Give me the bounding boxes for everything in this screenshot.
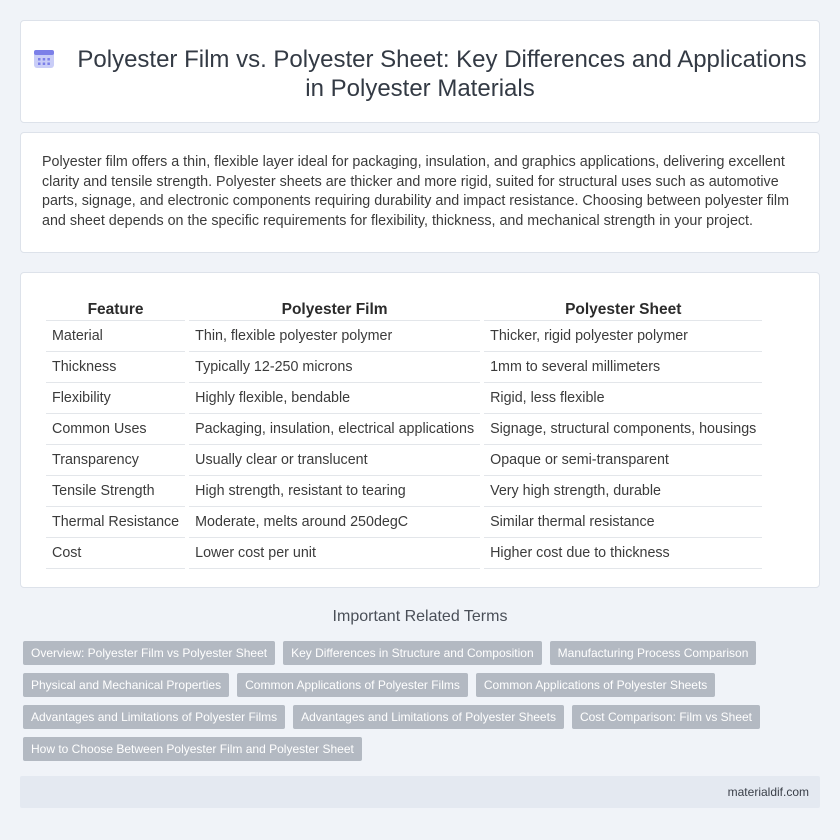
cell-sheet: Similar thermal resistance	[484, 507, 762, 538]
header-polyester-sheet: Polyester Sheet	[484, 295, 762, 321]
footer-site-link[interactable]: materialdif.com	[727, 785, 809, 799]
related-terms	[23, 641, 823, 769]
cell-feature: Material	[46, 321, 185, 352]
cell-film: Moderate, melts around 250degC	[189, 507, 480, 538]
intro-paragraph: Polyester film offers a thin, flexible layer ideal for packaging, insulation, and graphics applications, delivering excellent clarity and tensile strength. Polyester sheets are thicker and more rigid, suited for structural uses such as automotive parts, signage, and electronic components requiring durability and impact resistance. Choosing between polyester film and sheet depends on the specific requirements for flexibility, thickness, and mechanical strength in your project.	[42, 154, 790, 229]
title-card	[20, 20, 820, 123]
page-title-block	[21, 45, 819, 103]
related-terms-title: Important Related Terms	[332, 608, 508, 625]
calendar-icon	[33, 47, 55, 69]
term-tag[interactable]: Physical and Mechanical Properties	[23, 673, 229, 697]
term-row	[23, 673, 823, 697]
cell-feature: Flexibility	[46, 383, 185, 414]
comparison-table	[42, 295, 766, 569]
cell-feature: Common Uses	[46, 414, 185, 445]
cell-film: Packaging, insulation, electrical applications	[189, 414, 480, 445]
term-tag[interactable]: Key Differences in Structure and Composition	[283, 641, 542, 665]
intro-card	[20, 132, 820, 253]
comparison-card	[20, 272, 820, 588]
cell-feature: Tensile Strength	[46, 476, 185, 507]
table-row	[46, 321, 762, 352]
cell-film: Thin, flexible polyester polymer	[189, 321, 480, 352]
table-row	[46, 352, 762, 383]
term-row	[23, 705, 823, 729]
term-tag[interactable]: Common Applications of Polyester Films	[237, 673, 468, 697]
page-title: Polyester Film vs. Polyester Sheet: Key Differences and Applications in Polyester Materials	[77, 46, 807, 102]
cell-sheet: 1mm to several millimeters	[484, 352, 762, 383]
cell-feature: Thickness	[46, 352, 185, 383]
term-tag[interactable]: Manufacturing Process Comparison	[550, 641, 757, 665]
term-tag[interactable]: Advantages and Limitations of Polyester Films	[23, 705, 285, 729]
cell-film: Usually clear or translucent	[189, 445, 480, 476]
table-row	[46, 445, 762, 476]
term-row	[23, 737, 823, 761]
cell-feature: Transparency	[46, 445, 185, 476]
term-tag[interactable]: Overview: Polyester Film vs Polyester Sheet	[23, 641, 275, 665]
cell-sheet: Opaque or semi-transparent	[484, 445, 762, 476]
cell-feature: Cost	[46, 538, 185, 569]
cell-film: Highly flexible, bendable	[189, 383, 480, 414]
table-row	[46, 383, 762, 414]
cell-feature: Thermal Resistance	[46, 507, 185, 538]
cell-film: Typically 12-250 microns	[189, 352, 480, 383]
cell-sheet: Signage, structural components, housings	[484, 414, 762, 445]
term-tag[interactable]: How to Choose Between Polyester Film and Polyester Sheet	[23, 737, 362, 761]
table-row	[46, 538, 762, 569]
term-tag[interactable]: Cost Comparison: Film vs Sheet	[572, 705, 760, 729]
term-tag[interactable]: Advantages and Limitations of Polyester Sheets	[293, 705, 564, 729]
table-row	[46, 476, 762, 507]
table-row	[46, 414, 762, 445]
table-row	[46, 507, 762, 538]
term-tag[interactable]: Common Applications of Polyester Sheets	[476, 673, 715, 697]
cell-film: High strength, resistant to tearing	[189, 476, 480, 507]
header-feature: Feature	[46, 295, 185, 321]
table-header-row	[46, 295, 762, 321]
cell-sheet: Rigid, less flexible	[484, 383, 762, 414]
cell-sheet: Thicker, rigid polyester polymer	[484, 321, 762, 352]
term-row	[23, 641, 823, 665]
header-polyester-film: Polyester Film	[189, 295, 480, 321]
cell-film: Lower cost per unit	[189, 538, 480, 569]
cell-sheet: Very high strength, durable	[484, 476, 762, 507]
cell-sheet: Higher cost due to thickness	[484, 538, 762, 569]
footer	[20, 776, 820, 808]
